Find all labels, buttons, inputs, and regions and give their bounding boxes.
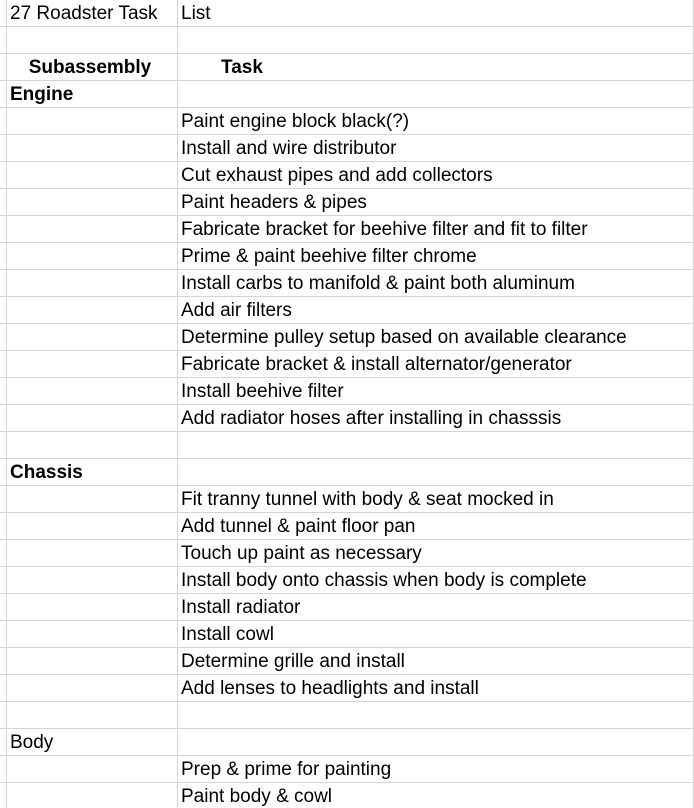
- cell-blank-b[interactable]: [178, 702, 694, 729]
- section-name-cell[interactable]: [0, 729, 178, 756]
- task-cell[interactable]: Install and wire distributor: [178, 135, 694, 162]
- row-header-stub: [0, 135, 7, 161]
- task-cell[interactable]: Paint body & cowl: [178, 783, 694, 808]
- row-header-stub: [0, 351, 7, 377]
- row-header-stub: [0, 108, 7, 134]
- section-name-chassis: Chassis: [10, 462, 83, 483]
- section-row-body: [0, 729, 694, 756]
- cell-blank-b[interactable]: [178, 27, 694, 54]
- section-name-cell[interactable]: [0, 81, 178, 108]
- task-cell[interactable]: Determine grille and install: [178, 648, 694, 675]
- subassembly-cell-empty[interactable]: [0, 135, 178, 162]
- sheet-title-right: List: [181, 3, 211, 24]
- row-header-stub: [0, 594, 7, 620]
- row-header-stub: [0, 0, 7, 26]
- subassembly-cell-empty[interactable]: [0, 324, 178, 351]
- row-header-stub: [0, 459, 7, 485]
- table-row: [0, 621, 694, 648]
- row-header-stub: [0, 756, 7, 782]
- subassembly-cell-empty[interactable]: [0, 162, 178, 189]
- task-cell[interactable]: Add air filters: [178, 297, 694, 324]
- task-cell[interactable]: Install cowl: [178, 621, 694, 648]
- row-header-stub: [0, 648, 7, 674]
- section-row-engine: [0, 81, 694, 108]
- table-row: [0, 297, 694, 324]
- row-header-stub: [0, 621, 7, 647]
- row-header-stub: [0, 216, 7, 242]
- subassembly-cell-empty[interactable]: [0, 270, 178, 297]
- row-header-stub: [0, 405, 7, 431]
- task-cell[interactable]: Add lenses to headlights and install: [178, 675, 694, 702]
- subassembly-cell-empty[interactable]: [0, 594, 178, 621]
- row-header-stub: [0, 675, 7, 701]
- subassembly-cell-empty[interactable]: [0, 675, 178, 702]
- table-row: [0, 756, 694, 783]
- section-name-engine: Engine: [10, 84, 74, 105]
- sheet-row-blank: [0, 702, 694, 729]
- subassembly-cell-empty[interactable]: [0, 243, 178, 270]
- row-header-stub: [0, 27, 7, 53]
- subassembly-cell-empty[interactable]: [0, 513, 178, 540]
- table-row: [0, 783, 694, 808]
- column-header-task[interactable]: [178, 54, 694, 81]
- table-row: [0, 540, 694, 567]
- subassembly-cell-empty[interactable]: [0, 621, 178, 648]
- task-cell[interactable]: Cut exhaust pipes and add collectors: [178, 162, 694, 189]
- table-row: [0, 243, 694, 270]
- task-cell[interactable]: Prime & paint beehive filter chrome: [178, 243, 694, 270]
- subassembly-cell-empty[interactable]: [0, 108, 178, 135]
- row-header-stub: [0, 297, 7, 323]
- subassembly-cell-empty[interactable]: [0, 756, 178, 783]
- row-header-stub: [0, 324, 7, 350]
- table-row: [0, 270, 694, 297]
- table-row: [0, 324, 694, 351]
- table-row: [0, 405, 694, 432]
- subassembly-cell-empty[interactable]: [0, 567, 178, 594]
- table-row: [0, 216, 694, 243]
- task-cell[interactable]: Install body onto chassis when body is complete: [178, 567, 694, 594]
- table-row: [0, 162, 694, 189]
- table-row: [0, 513, 694, 540]
- row-header-stub: [0, 54, 7, 80]
- table-row: [0, 486, 694, 513]
- cell-blank-b[interactable]: [178, 432, 694, 459]
- task-cell[interactable]: Install carbs to manifold & paint both aluminum: [178, 270, 694, 297]
- subassembly-header-label: Subassembly: [28, 57, 152, 78]
- table-row: [0, 675, 694, 702]
- subassembly-cell-empty[interactable]: [0, 648, 178, 675]
- table-row: [0, 189, 694, 216]
- task-cell[interactable]: Fabricate bracket & install alternator/generator: [178, 351, 694, 378]
- row-header-stub: [0, 783, 7, 808]
- sheet-row-blank: [0, 27, 694, 54]
- row-header-stub: [0, 702, 7, 728]
- subassembly-cell-empty[interactable]: [0, 216, 178, 243]
- row-header-stub: [0, 189, 7, 215]
- sheet-row-headers: [0, 54, 694, 81]
- task-cell-empty[interactable]: [178, 459, 694, 486]
- row-header-stub: [0, 378, 7, 404]
- task-cell[interactable]: Fit tranny tunnel with body & seat mocked in: [178, 486, 694, 513]
- subassembly-cell-empty[interactable]: [0, 351, 178, 378]
- cell-blank-a[interactable]: [0, 702, 178, 729]
- row-header-stub: [0, 162, 7, 188]
- table-row: [0, 351, 694, 378]
- subassembly-cell-empty[interactable]: [0, 189, 178, 216]
- row-header-stub: [0, 486, 7, 512]
- row-header-stub: [0, 729, 7, 755]
- task-header-label: Task: [221, 57, 263, 78]
- subassembly-cell-empty[interactable]: [0, 405, 178, 432]
- task-cell[interactable]: Add radiator hoses after installing in chasssis: [178, 405, 694, 432]
- cell-blank-a[interactable]: [0, 432, 178, 459]
- section-name-cell[interactable]: [0, 459, 178, 486]
- sheet-row-title: [0, 0, 694, 27]
- subassembly-cell-empty[interactable]: [0, 486, 178, 513]
- row-header-stub: [0, 540, 7, 566]
- task-cell[interactable]: Add tunnel & paint floor pan: [178, 513, 694, 540]
- section-row-chassis: [0, 459, 694, 486]
- row-header-stub: [0, 81, 7, 107]
- cell-blank-a[interactable]: [0, 27, 178, 54]
- column-header-subassembly[interactable]: [0, 54, 178, 81]
- sheet-title-left: 27 Roadster Task: [10, 3, 158, 24]
- table-row: [0, 378, 694, 405]
- task-cell[interactable]: Fabricate bracket for beehive filter and fit to filter: [178, 216, 694, 243]
- cell-title-a[interactable]: [0, 0, 178, 27]
- task-cell[interactable]: Prep & prime for painting: [178, 756, 694, 783]
- task-cell[interactable]: Touch up paint as necessary: [178, 540, 694, 567]
- subassembly-cell-empty[interactable]: [0, 540, 178, 567]
- task-cell[interactable]: Paint engine block black(?): [178, 108, 694, 135]
- section-name-body: Body: [10, 732, 54, 753]
- table-row: [0, 648, 694, 675]
- subassembly-cell-empty[interactable]: [0, 378, 178, 405]
- row-header-stub: [0, 567, 7, 593]
- table-row: [0, 567, 694, 594]
- task-cell-empty[interactable]: [178, 81, 694, 108]
- row-header-stub: [0, 270, 7, 296]
- task-cell[interactable]: Install radiator: [178, 594, 694, 621]
- table-row: [0, 594, 694, 621]
- cell-title-b[interactable]: [178, 0, 694, 27]
- table-row: [0, 135, 694, 162]
- task-cell-empty[interactable]: [178, 729, 694, 756]
- task-cell[interactable]: Determine pulley setup based on available clearance: [178, 324, 694, 351]
- table-row: [0, 108, 694, 135]
- task-cell[interactable]: Paint headers & pipes: [178, 189, 694, 216]
- subassembly-cell-empty[interactable]: [0, 297, 178, 324]
- subassembly-cell-empty[interactable]: [0, 783, 178, 808]
- task-cell[interactable]: Install beehive filter: [178, 378, 694, 405]
- row-header-stub: [0, 243, 7, 269]
- row-header-stub: [0, 432, 7, 458]
- row-header-stub: [0, 513, 7, 539]
- sheet-row-blank: [0, 432, 694, 459]
